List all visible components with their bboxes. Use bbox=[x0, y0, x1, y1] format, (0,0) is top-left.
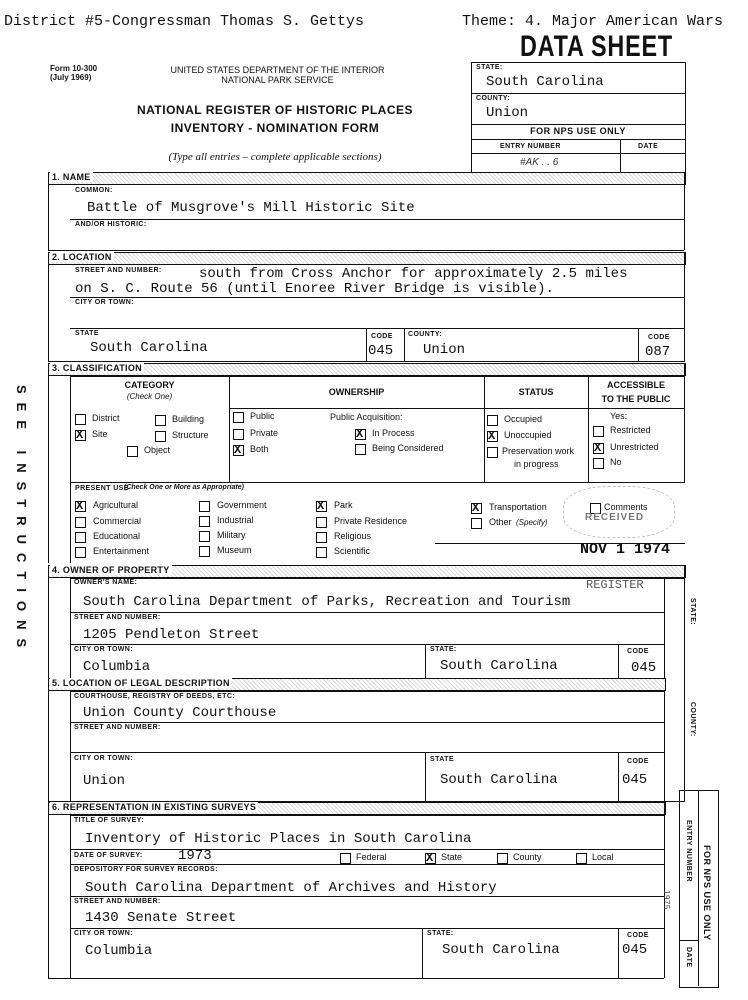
preservation-label-1: Preservation work bbox=[502, 446, 575, 456]
private-residence-label: Private Residence bbox=[334, 516, 408, 526]
park-checkbox[interactable] bbox=[316, 501, 327, 512]
survey-city-label: CITY OR TOWN: bbox=[74, 930, 133, 937]
agricultural-label: Agricultural bbox=[93, 500, 139, 510]
side-date: DATE bbox=[685, 947, 692, 968]
loc-code-value: 045 bbox=[368, 343, 394, 359]
survey-date-value: 1973 bbox=[178, 848, 212, 864]
being-considered-checkbox[interactable] bbox=[355, 444, 366, 455]
side-nps-use: FOR NPS USE ONLY bbox=[702, 845, 712, 941]
stamp-date: NOV 1 1974 bbox=[580, 541, 671, 558]
owner-label: OWNER'S NAME: bbox=[74, 579, 138, 586]
entry-number-label: ENTRY NUMBER bbox=[500, 143, 561, 150]
entertainment-checkbox[interactable] bbox=[75, 547, 86, 558]
government-checkbox[interactable] bbox=[199, 501, 210, 512]
private-label: Private bbox=[250, 428, 279, 438]
form-title-2: INVENTORY - NOMINATION FORM bbox=[170, 121, 380, 135]
restricted-label: Restricted bbox=[610, 425, 651, 435]
owner-code-label: CODE bbox=[627, 648, 649, 655]
object-label: Object bbox=[144, 445, 171, 455]
scientific-checkbox[interactable] bbox=[316, 547, 327, 558]
side-county-label: COUNTY: bbox=[689, 702, 696, 737]
data-sheet-stamp: DATA SHEET bbox=[520, 30, 673, 63]
see-instructions-sidebar: SEE INSTRUCTIONS bbox=[14, 385, 29, 657]
loc-code2-value: 087 bbox=[645, 344, 671, 360]
courthouse-value: Union County Courthouse bbox=[83, 705, 277, 721]
accessible-header-1: ACCESSIBLE bbox=[606, 380, 665, 390]
survey-city-value: Columbia bbox=[85, 943, 153, 959]
section-6-title: 6. REPRESENTATION IN EXISTING SURVEYS bbox=[52, 802, 257, 812]
owner-city-label: CITY OR TOWN: bbox=[74, 646, 133, 653]
federal-checkbox[interactable] bbox=[340, 853, 351, 864]
no-checkbox[interactable] bbox=[593, 458, 604, 469]
dept-line-2: NATIONAL PARK SERVICE bbox=[221, 75, 334, 85]
section-1-bar bbox=[48, 172, 686, 185]
street-line-2: on S. C. Route 56 (until Enoree River Bridge is visible). bbox=[75, 281, 554, 297]
in-process-checkbox[interactable] bbox=[355, 429, 366, 440]
object-checkbox[interactable] bbox=[127, 446, 138, 457]
nps-use-only: FOR NPS USE ONLY bbox=[530, 126, 626, 136]
survey-code-label: CODE bbox=[627, 932, 649, 939]
theme-line: Theme: 4. Major American Wars bbox=[462, 13, 724, 30]
side-state-label: STATE: bbox=[689, 598, 696, 626]
preservation-label-2: in progress bbox=[514, 459, 559, 469]
public-checkbox[interactable] bbox=[233, 412, 244, 423]
loc-county-label: COUNTY: bbox=[408, 331, 443, 338]
side-scribble: 1975 bbox=[662, 890, 671, 910]
county-label: COUNTY: bbox=[476, 95, 511, 102]
received-stamp: RECEIVED bbox=[585, 512, 645, 523]
city-label: CITY OR TOWN: bbox=[75, 299, 134, 306]
present-use-label: PRESENT USE bbox=[75, 485, 129, 492]
survey-title-value: Inventory of Historic Places in South Carolina bbox=[85, 831, 472, 847]
form-title-1: NATIONAL REGISTER OF HISTORIC PLACES bbox=[136, 103, 414, 117]
county-value: Union bbox=[486, 105, 529, 121]
transportation-label: Transportation bbox=[489, 502, 547, 512]
occupied-checkbox[interactable] bbox=[487, 415, 498, 426]
loc-county-value: Union bbox=[423, 342, 466, 358]
form-number: Form 10-300 bbox=[50, 64, 98, 73]
industrial-checkbox[interactable] bbox=[199, 516, 210, 527]
both-label: Both bbox=[250, 444, 269, 454]
educational-label: Educational bbox=[93, 531, 141, 541]
ownership-header: OWNERSHIP bbox=[328, 387, 385, 397]
occupied-label: Occupied bbox=[504, 414, 543, 424]
entry-scribble: #AK . . 6 bbox=[520, 157, 559, 168]
museum-label: Museum bbox=[217, 545, 252, 555]
commercial-checkbox[interactable] bbox=[75, 517, 86, 528]
county-checkbox[interactable] bbox=[497, 853, 508, 864]
both-checkbox[interactable] bbox=[233, 445, 244, 456]
survey-title-label: TITLE OF SURVEY: bbox=[74, 817, 144, 824]
legal-city-value: Union bbox=[83, 773, 126, 789]
museum-checkbox[interactable] bbox=[199, 546, 210, 557]
owner-state-value: South Carolina bbox=[440, 658, 558, 674]
loc-state-value: South Carolina bbox=[90, 340, 208, 356]
survey-street-label: STREET AND NUMBER: bbox=[74, 898, 161, 905]
common-value: Battle of Musgrove's Mill Historic Site bbox=[87, 200, 415, 216]
state-checkbox[interactable] bbox=[425, 853, 436, 864]
private-residence-checkbox[interactable] bbox=[316, 517, 327, 528]
depository-label: DEPOSITORY FOR SURVEY RECORDS: bbox=[74, 866, 218, 873]
section-2-title: 2. LOCATION bbox=[52, 252, 112, 262]
no-label: No bbox=[610, 457, 622, 467]
district-label: District bbox=[92, 413, 120, 423]
local-label: Local bbox=[592, 852, 614, 862]
comments-label: Comments bbox=[604, 502, 648, 512]
agricultural-checkbox[interactable] bbox=[75, 501, 86, 512]
in-process-label: In Process bbox=[372, 428, 415, 438]
other-checkbox[interactable] bbox=[471, 518, 482, 529]
survey-street-value: 1430 Senate Street bbox=[85, 910, 237, 926]
public-acquisition-label: Public Acquisition: bbox=[330, 412, 403, 422]
owner-value: South Carolina Department of Parks, Recreation and Tourism bbox=[83, 594, 571, 610]
site-checkbox[interactable] bbox=[75, 430, 86, 441]
survey-state-value: South Carolina bbox=[442, 942, 560, 958]
section-5-title: 5. LOCATION OF LEGAL DESCRIPTION bbox=[52, 678, 230, 688]
religious-checkbox[interactable] bbox=[316, 532, 327, 543]
dept-line-1: UNITED STATES DEPARTMENT OF THE INTERIOR bbox=[170, 65, 385, 75]
status-header: STATUS bbox=[518, 387, 554, 397]
public-label: Public bbox=[250, 411, 275, 421]
owner-street-label: STREET AND NUMBER: bbox=[74, 614, 161, 621]
yes-label: Yes: bbox=[610, 411, 628, 421]
educational-checkbox[interactable] bbox=[75, 532, 86, 543]
military-label: Military bbox=[217, 530, 246, 540]
local-checkbox[interactable] bbox=[576, 853, 587, 864]
depository-value: South Carolina Department of Archives and History bbox=[85, 880, 497, 896]
section-1-title: 1. NAME bbox=[52, 172, 91, 182]
industrial-label: Industrial bbox=[217, 515, 254, 525]
state-value: South Carolina bbox=[486, 74, 604, 90]
street-line-1: south from Cross Anchor for approximately 2.5 miles bbox=[199, 266, 628, 282]
religious-label: Religious bbox=[334, 531, 372, 541]
government-label: Government bbox=[217, 500, 267, 510]
legal-code-label: CODE bbox=[627, 758, 649, 765]
survey-code-value: 045 bbox=[622, 942, 648, 958]
military-checkbox[interactable] bbox=[199, 531, 210, 542]
legal-city-label: CITY OR TOWN: bbox=[74, 755, 133, 762]
historic-label: AND/OR HISTORIC: bbox=[75, 221, 147, 228]
section-3-title: 3. CLASSIFICATION bbox=[52, 363, 142, 373]
county-survey-label: County bbox=[513, 852, 542, 862]
unrestricted-checkbox[interactable] bbox=[593, 443, 604, 454]
specify-label: (Specify) bbox=[516, 518, 548, 527]
being-considered-label: Being Considered bbox=[372, 443, 444, 453]
survey-state-label: STATE: bbox=[427, 930, 454, 937]
form-date: (July 1969) bbox=[50, 73, 92, 82]
private-checkbox[interactable] bbox=[233, 429, 244, 440]
structure-checkbox[interactable] bbox=[155, 431, 166, 442]
restricted-checkbox[interactable] bbox=[593, 426, 604, 437]
scientific-label: Scientific bbox=[334, 546, 371, 556]
survey-date-label: DATE OF SURVEY: bbox=[74, 852, 143, 859]
accessible-header-2: TO THE PUBLIC bbox=[601, 394, 671, 404]
other-label: Other bbox=[489, 517, 512, 527]
preservation-checkbox[interactable] bbox=[487, 447, 498, 458]
state-survey-label: State bbox=[441, 852, 463, 862]
entertainment-label: Entertainment bbox=[93, 546, 150, 556]
commercial-label: Commercial bbox=[93, 516, 142, 526]
unoccupied-checkbox[interactable] bbox=[487, 431, 498, 442]
owner-city-value: Columbia bbox=[83, 659, 151, 675]
present-use-note: (Check One or More as Appropriate) bbox=[124, 484, 244, 491]
district-checkbox[interactable] bbox=[75, 414, 86, 425]
structure-label: Structure bbox=[172, 430, 209, 440]
loc-code2-label: CODE bbox=[648, 334, 670, 341]
unrestricted-label: Unrestricted bbox=[610, 442, 659, 452]
building-checkbox[interactable] bbox=[155, 415, 166, 426]
side-entry-number: ENTRY NUMBER bbox=[685, 820, 692, 883]
section-4-title: 4. OWNER OF PROPERTY bbox=[52, 565, 170, 575]
courthouse-label: COURTHOUSE, REGISTRY OF DEEDS, ETC: bbox=[74, 693, 236, 700]
district-line: District #5-Congressman Thomas S. Gettys bbox=[4, 13, 365, 30]
category-header: CATEGORY bbox=[124, 380, 175, 390]
transportation-checkbox[interactable] bbox=[471, 503, 482, 514]
date-label: DATE bbox=[638, 143, 659, 150]
check-one-note: (Check One) bbox=[126, 392, 173, 401]
loc-code-label: CODE bbox=[371, 333, 393, 340]
owner-street-value: 1205 Pendleton Street bbox=[83, 627, 260, 643]
stamp-register: REGISTER bbox=[586, 578, 644, 592]
street-label: STREET AND NUMBER: bbox=[75, 267, 162, 274]
form-instructions: (Type all entries – complete applicable sections) bbox=[168, 151, 382, 163]
loc-state-label: STATE bbox=[75, 330, 99, 337]
site-label: Site bbox=[92, 429, 108, 439]
section-2-bar bbox=[48, 252, 686, 265]
state-label: STATE: bbox=[476, 64, 503, 71]
owner-state-label: STATE: bbox=[430, 646, 457, 653]
legal-code-value: 045 bbox=[622, 772, 648, 788]
unoccupied-label: Unoccupied bbox=[504, 430, 552, 440]
legal-state-value: South Carolina bbox=[440, 772, 558, 788]
federal-label: Federal bbox=[356, 852, 387, 862]
owner-code-value: 045 bbox=[631, 660, 657, 676]
legal-street-label: STREET AND NUMBER: bbox=[74, 724, 161, 731]
common-label: COMMON: bbox=[75, 187, 113, 194]
park-label: Park bbox=[334, 500, 353, 510]
legal-state-label: STATE bbox=[430, 756, 454, 763]
building-label: Building bbox=[172, 414, 205, 424]
